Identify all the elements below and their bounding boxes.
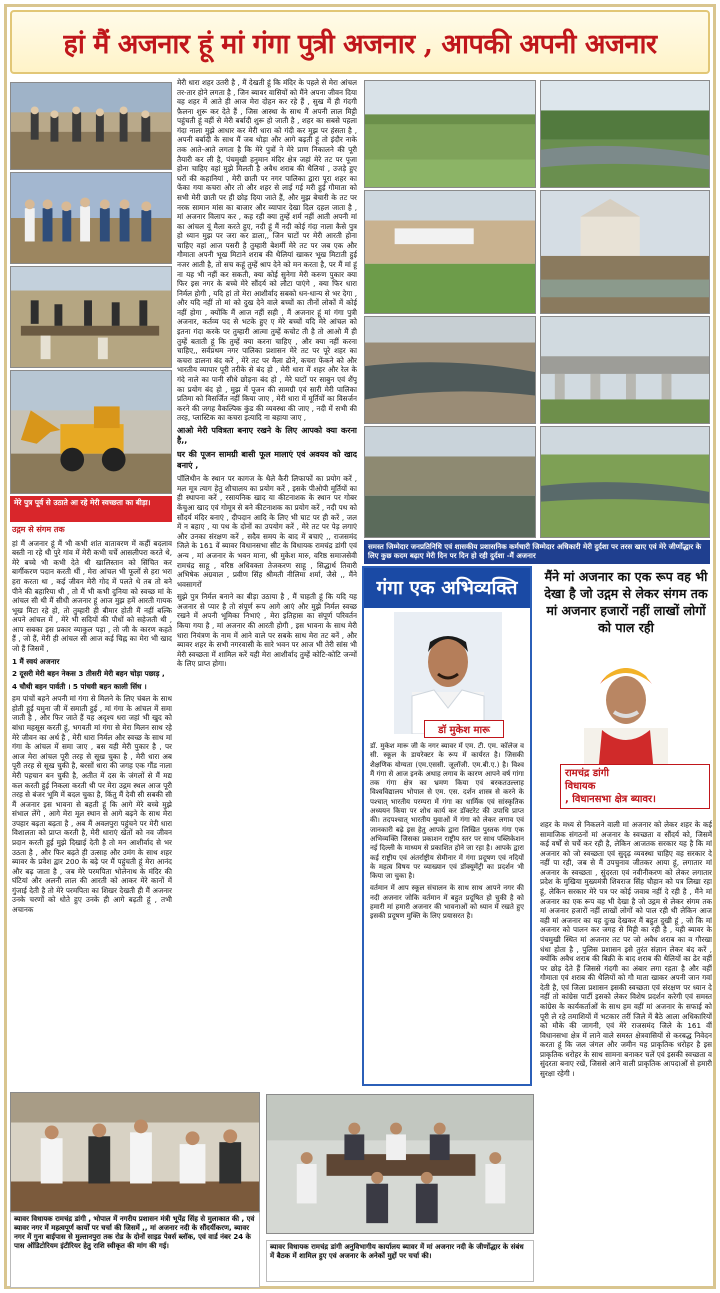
mla-statement-column [540,820,712,1285]
bottom-mid-caption: ब्यावर विधायक रामचंद्र डांगी अनुविभागीय कार्यालय ब्यावर में मां अजनार नदी के जीर्णोद्धार के संबंध में बैठक में शामिल हुए एवं अजनार के अनेकों मुद्दों पर चर्चा की। [266,1240,534,1282]
article-body-3: सुझे पुत्र निर्मल बनाने का बीड़ा उठाया है , मैं चाहती हूं कि यदि यह अजनार से प्यार है तो संपूर्ण रूप आगे आएं और मुझे निर्मल स्वच्छ रखने में अपनी भूमिका निभाएं , मेरा इतिहास का संपूर्ण परिवर्तन किया गया है , मां अजनार की आरती होगी , इस भावना के साथ मेरी धारा नियंत्रण के नाम में आने वाले पर सबके साथ मेरा तट बनें , और ब्यावर शहर के सभी नगरवासी के सारे भवन पर आज भी तेरी सांस भी मेरी स्वच्छता में शामिल करें यही मेरा आशीर्वाद तुम्हें कोटि-कोटि जन्मों के लिए प्राप्त होगा। [177,592,357,669]
sisters-list-item: 4 चौथी बहन पार्वती । 5 पांचवी बहन काली सिंध । [12,681,147,691]
headline-banner [10,10,710,74]
ganga-paragraph-2: वर्तमान में आप स्कूल संचालन के साथ साथ आपने नगर की नदी अजनार जोकि वर्तमान में बहुत प्रदूषित हो चुकी है को हमारी मां हमारी अजनार की भावनाओं को ध्यान में रखते हुए इसकी प्रदूषण मुक्ति के लिए प्रयासरत है। [370,884,524,921]
ganga-feature-box [362,566,532,1086]
photo-river-grass [540,426,710,538]
article-heading-2: घर की पूजन सामग्री बासी फूल मालाएं एवं अवयव को खाद बनाएं , [177,450,357,470]
article-heading-1: आओ मेरी पवित्रता बनाए रखने के लिए आपको क्या करना है,, [177,425,357,446]
photo-river-temple [540,190,710,314]
photo-mla-meeting-minister [10,1092,260,1212]
photo-river-field-1 [364,80,536,188]
photo-cleanup-group-3 [10,266,172,368]
photo-dr-mukesh-maru [394,612,502,734]
bottom-left-caption: ब्यावर विधायक रामचंद्र डांगी , भोपाल में नगरीय प्रशासन मंत्री भूपेंद्र सिंह से मुलाकात की , एवं ब्यावर नगर में महत्वपूर्ण कार्यों पर चर्चा की जिसमें ,, मां अजनार नदी के सौंदर्यीकरण, ब्यावर नगर में गुना बाईपास से मुल्तानपुरा तक रोड के दोनों साइड पेवर्स ब्लॉक, एवं वार्ड नंबर 24 के पास ऑडिटोरियम इंटीरियर हेतु राशि स्वीकृत की मांग की गई। [10,1212,260,1288]
person-name-label: डॉ मुकेश मारू [424,720,504,738]
left-photos-caption: मेरे पुत्र पूर्व से उठाते आ रहे मेरी स्वच्छता का बीड़ा। [10,496,172,522]
origin-to-confluence-column [12,525,172,929]
mla-title: विधायक [565,781,596,792]
sisters-list-item: 1 मैं स्वयं अजनार [12,656,60,666]
photo-ramchandra-dangi [542,646,710,774]
photo-river-field-2 [540,80,710,188]
sisters-list-item: 2 दूसरी मेरी बहन नेकस 3 तीसरी मेरी बहन चोड़ा पछाड़ , [12,669,165,679]
mla-quote: मैंने मां अजनार का एक रूप वह भी देखा है जो उद्गम से लेकर संगम तक मां अजनार हजारों नहीं लाखों लोगों को पाल रही [544,569,708,635]
photo-mla-meeting-sdm-office [266,1094,534,1234]
headline: हां मैं अजनार हूं मां गंगा पुत्री अजनार , आपकी अपनी अजनार [63,28,657,60]
photo-cleanup-group-2 [10,172,172,264]
main-article-column [177,78,357,930]
ganga-title: गंगा एक अभिव्यक्ति [364,568,530,608]
mla-constituency: , विधानसभा क्षेत्र ब्यावर। [565,794,656,805]
photo-jcb-excavator [10,370,172,494]
origin-paragraph-1: हां मैं अजनार हूं मैं भी कभी शांत वातावरण में कहीं बदलाव बस्ती ना रहे थी पुरे गांव में मेरी कभी चर्चे आसलीपरा करते थे, मेरे बच्चे भी कभी देते थी खालिस्तान को सिंचित कर बार्गीकरण पदान करती थीं , मेरा आंचल भी फूलों से हरा भरा हरा करता था , कई जीवन मेरी गोद में पलते थे तब तो बने पीने की बहारिया थी , तो मैं भी कभी दुनिया को स्वच्छ मां के आंचल सी थी मैं सीधी अजनार हूं आज मुझ हमें आरती गायक भूख मिटा रहे हो, तो तुम्हारी ही बीमार होती मैं नहीं बल्कि अपने आंचल में , मेरे भी सदियों की पौधों को सहेजती थी , आप सबका इस प्रकार व्याकुल पड़ा , तो जी के कारण कहते हैं , जो हैं, मेरी ही आंचल सी आज कई चिह्न का मेरा भी खाद जो हैं जिसमें , [12,538,172,653]
section-title-origin: उद्गम से संगम तक [12,525,65,534]
ganga-profile-text [370,742,524,1082]
mla-name: रामचंद्र डांगी [565,768,609,779]
mla-name-card [560,764,710,809]
article-intro: मेरी धारा शहर उतरी है , मैं देखती हूं कि मंदिर के पहले से मेरा आंचल तर-तार होने लगता है , जिन ब्यावर वासियों को मैंने अपना जीवन दिया वह शहर में आते ही आज मेरा दोहन कर रहे हैं , सुख में ही गंदगी फ़ैलना शुरू कर देते हैं , जिस आस्था के साथ मैं अपनी लाल मिट्टी पहुंचती हूं वहीं से मेरी बर्बादी शुरू हो जाती है , शहर का सबसे पहला गंदा नाला मुझे आधार कर मेरी धारा को गंदी कर मुझ पर हंसता है , अपनी बर्बादी के साथ मैं जब थोड़ा और आगे बढ़ती हूं तो इंदौर नाके तक आते-आते लगता है कि मेरे पुत्रों ने मेरे प्राण निकालने की पूरी तैयारी कर ली है, पंचमुखी हनुमान मंदिर क्षेत्र जहां मेरे तट पर पूजा होना चाहिए वहां मुझे मिलती है अवैध शराब की थैलियां , उजड़े हुए घरों की कहानियां , मेरी छाती पर नगर पालिका द्वारा पूरा शहर का फेंका गया कचरा और तो और शहर से लाई गई मरी हुई गौमाता को सभी मेरी छाती पर ही छोड़ दिया जाते हैं, और मुझ बेचारी के तट पर नरक सामान मांस का बाजार और व्यापार देखा दिल दहल जाता है , मां अजनार विलाप कर , कह रही क्या तुम्हें शर्म नहीं आती अपनी मां का आंचल यूं मैला करते हुए, नदी हूं मैं नदी कोई गंदा नाला कैसे पुत्र हो ध्यान मुझ पर जरा कर डाला,, जिन घाटों पर मेरी आरती होना चाहिए वहां आज पसरी है तुम्हारी बेशर्मी मेरे तट पर जब एक और गौमाता अपनी भूख मिटाने शराब की थैलियां खाकर भूख मिटाती हुई नजर आती है, तो सच कहूं तुम्हें श्राप देने को मन करता है, पर मैं मां हूं ना यह भी नहीं कर सकती, क्या कोई सुनेगा मेरी करुण पुकार क्या फिर इस नगर के बच्चे मेरे सौंदर्य को लौटा पाएंगे , क्या फिर धारा निर्मल होगी , यदि हां तो मेरा आशीर्वाद सबको धन-धान्य से भर देगा , और यदि नहीं तो मां को दुख देने वाले बच्चों का तीनों लोकों में कोई नहीं होगा , क्योंकि मैं आज नहीं सही , मैं अजनार हूं मां गंगा पुत्री अजनार, कर्तव्य पद से भटके हुए ए मेरे बच्चों यदि मेरे आंचल को इतना गंदा करके पर तुम्हारी आत्मा तुम्हें कचोट ती है तो आओ मैं ही तुम्हें बताती हूं कि तुम्हें क्या करना चाहिए , और क्या नहीं करना चाहिए,, सर्वप्रथम नगर पालिका प्रशासन मेरे तट पर पूरे शहर का कचरा डालना बंद करें , मेरे तट पर मैला ढोने, कचरा फेंकने को और भारतीय व्यापार पूरी तरीके से बंद हो , मेरी धारा में शहर और रेल के गंदे नाले का पानी सीधे छोड़ना बंद हो , मेरे घाटों पर साबुन एवं शैंपू का प्रयोग बंद हो , मुझ में पूजन की सामग्री एवं सारी मेरी पालिका प्रतिमा को विसर्जित नहीं किया जाए , मेरी धारा में मूर्तियों का विसर्जन करने की जगह वैकल्पिक कुंड की व्यवस्था की जाए , नदी में सभी की तरह, प्लास्टिक का कचरा इत्यादि ना बहाया जाए , [177,78,357,423]
river-photos-caption: समस्त जिम्मेदार जनप्रतिनिधि एवं शासकीय प्रशासनिक कर्मचारी जिम्मेदार अधिकारी मेरी दुर्दशा पर तरस खाए एवं मेरे जीर्णोद्धार के लिए कुछ कदम बढ़ाए मेरी दिन पर दिन हो रही दुर्दशा -मैं अजनार [364,540,710,564]
ganga-paragraph-1: डॉ. मुकेश मारू जी के नगर ब्यावर में एम. टी. एम. कॉलेज व सी. स्कूल के डायरेक्टर के रूप में कार्यरत है। जिसकी शैक्षणिक योग्यता (एम.एससी. जूलॉजी. एम.बी.ए.) है। विश्व मैं गंगा से आज इनके अथाह लगाव के कारण आपने वर्ष गांगा तक गंगा क्षेत्र का भ्रमण किया एवं बरकतउल्लाह विश्वविद्यालय भोपाल से एम. एस. दर्शन शास्त्र से करने के पश्चात् भारतीय परम्परा में गंगा का धार्मिक एवं सांस्कृतिक अध्ययन किया पर शोध कार्य कर डॉक्टरेट की उपाधि प्राप्त की। तदपश्चात् भारतीय युवाओं में गंगा को लेकर लगाव एवं जानकारी बढ़े इस हेतु आपके द्वारा लिखित पुस्तक गंगा एक अभिव्यक्ति जिसका प्रकाशन राष्ट्रीय स्तर पर साथ पब्लिकेशन नई दिल्ली के माध्यम से प्रकाशित होने जा रहा है। आपके द्वारा कई राष्ट्रीय एवं अंतर्राष्ट्रीय सेमीनार में गंगा प्रदूषण एवं नदियों के महत्व विषय पर व्याख्यान एवं डॉक्यूमेंट्री का प्रदर्शन भी किया जा चुका है। [370,742,524,881]
photo-river-waste-1 [364,316,536,424]
article-body-2: पॉलिथीन के स्थान पर कागज के थैले कैरी लिफाफों का प्रयोग करें , मल मूत्र त्याग हेतु शौचालय का प्रयोग करें , इसके पीओपी मूर्तियों का ही स्थापना करें , रसायनिक खाद या कीटनाशक के स्थान पर गोबर केंचुआ खाद एवं गोमूत्र से बने कीटनाशक का प्रयोग करें , नदी पथ को सौंदर्य मंदिर बनाएं , दीपदान आदि के लिए भी घाट पर ही करें , जल में न बहाए , या पथ के दोनों का उपयोग करें , मेरे तट पर पेड़ लगाएं और उनका संरक्षण करें , सदैव समय के बाद में बचाएं ,, राजसमंद जिले के 161 वें ब्यावर विधानसभा सीट के विधायक रामचंद्र डांगी एवं अन्य , मां अजनार के भवन माना, श्री मुकेश मारु, वरिष्ठ समाजसेवी रामचंद्र साहू , वरिष्ठ अधिवक्ता तेजकरण साहू , सिद्धार्थ तिवारी अभिषेक अग्रवाल , प्रवीण सिंह श्रीमती नीलिमा शर्मा, जैसे ,, मैंने भवसागरों [177,474,357,589]
photo-river-wall [364,190,536,314]
origin-paragraph-2: हम पांचों बहने अपनी मां गंगा से मिलने के लिए चंबल के साथ होती हुई यमुना जी में समाती हुई , मां गंगा के आंचल में समा जाती है , और फिर जाते हैं यह अदृश्य धरा जहां भी खुद को बांधा महसूस करती हूं, भगवती मां गंगा से मेरा मिलन साथ रहे मेरे जीवन का अर्थ है , मेरी धारा निर्मल और स्वच्छ के साथ मां गंगा के आंचल में समा जाए , बस यही मेरी पुकार है , पर आज मेरा आंचल पूरी तरह से सूख चुका है , मेरी धारा अब पूरी तरह से सूख चुकी है, बरसों धारा की जगह एक गौंड नाला मेरी पहचान बन चुकी है, अतीत में दस के जंगलों से मैं मद्य कल करती हुई निकला करती थी पर मेरा उद्गम स्थल आज पूरी तरह से बंजर भूमि में बदल चुका है, किंतु मैं देवी सी सबकी सी मैं अजनार इस भावना से बहती हूं कि आगे मेरे बच्चे मुझे संभाल लेंगे , आगे मेरा मूल स्थान से आगे बढ़ने के साथ मेरा उपहार बढ़ता बढ़ता है , अब मैं अवलपुरा पहुंचने पर मेरी धारा विशालता को प्राप्त करती है, मेरी धाराएं खेतों को नव जीवन प्रदान करती हुई मुझे दिखाई देती है तो मन आशीर्वाद से भर उठता है , और फिर बढ़ते ही उत्साह और उमंग के साथ शहर ब्यावर के प्रवेश द्वार 200 के बढ़े पर मैं पहुंचती हूं मेरा आनंद और बढ़ जाता है , जब मेरे परमपिता भोलेनाथ के मंदिर की घंटियां और अलनी लाल की आरती को आकर मेरे कानों में गुंजाई देती है तो मेरे परमपिता का शिखर देखती ही मैं अजनार उनके चरणों को धोते हुए उनके ही आगे बढ़ती हूं , तभी अचानक [12,694,172,915]
photo-river-bank [364,426,536,538]
photo-cleanup-group-1 [10,82,172,170]
photo-river-bridge [540,316,710,424]
mla-statement: शहर के मध्य से निकलने वाली मां अजनार को लेकर शहर के कई सामाजिक संगठनों मां अजनार के स्वच्छता व सौंदर्य को, जिसमें कई वर्षों से चर्चे कर रही है, लेकिन आजतक सरकार यह है कि मां अजनार को जो स्वच्छता एवं सुदृढ़ व्यवस्था चाहिए वह सरकार दे नहीं पा रही, जब से मैं उपचुनाव जीतकर आया हूं, लगातार मां अजनार के स्वच्छता , सुंदरता एवं नवीनीकरण को लेकर लगातार प्रदेश के मुखिया मुख्यमंत्री शिवराज सिंह चौहान को पत्र लिखा रहा हूं, लेकिन सरकार मेरे पत्र पर कोई जवाब नहीं दे रही है , मैंने मां अजनार का एक रूप वह भी देखा है जो उद्गम से लेकर संगम तक मां अजनार हजारों नहीं लाखों लोगों को पाल रही थी लेकिन आज वही मां अजनार का यह दुःख देखकर मैं बहुत दुखी हूं , जो कि मां अजनार को पालन कर जगह से मिट्टी का रही है , यही ब्यावर के पंचमुखी स्थित मां अजनार तट पर जो अवैध शराब का व गौरखा धंधा होता है , पुलिस प्रशासन इसे तुरंत संज्ञान लेकर बंद करें , क्योंकि अवैध शराब की बिक्री के बाद शराब की थैलियों का ढेर वहीं पर छोड़ देते हैं जिससे गंदगी का अंबार लगा रहता है और वहीं गौमाता एवं शराब की थैलियों को गौ माता खाकर अपनी जान गवां देती है, एवं जिला प्रशासन इसकी स्वच्छता एवं संरक्षण पर ध्यान दे नहीं तो कांग्रेस पार्टी इसको लेकर विशेष प्रदर्शन करेगी एवं समस्त कांग्रेस के कार्यकर्ताओं के साथ हम वहीं मां अजनार के सफाई को पूरी ले रहे तमाशियों में भटकार तरीं जिले में बैठे आला अधिकारियों को मौके की जागनी, एवं मेरे राजसमंद जिले के 161 वीं विधानसभा क्षेत्र में लाने वाले समस्त क्षेत्रवासियों से करबद्ध निवेदन करता हूं कि जल जंगल और जमीन यह प्राकृतिक धरोहर है इस प्राकृतिक धरोहर के साथ सामना बनाकर चलें एवं इसकी स्वच्छता व सुंदरता बनाए रखें, जिससे आने वाली प्राकृतिक आपदाओं से हमारी सुरक्षा रहेगी । [540,820,712,1079]
